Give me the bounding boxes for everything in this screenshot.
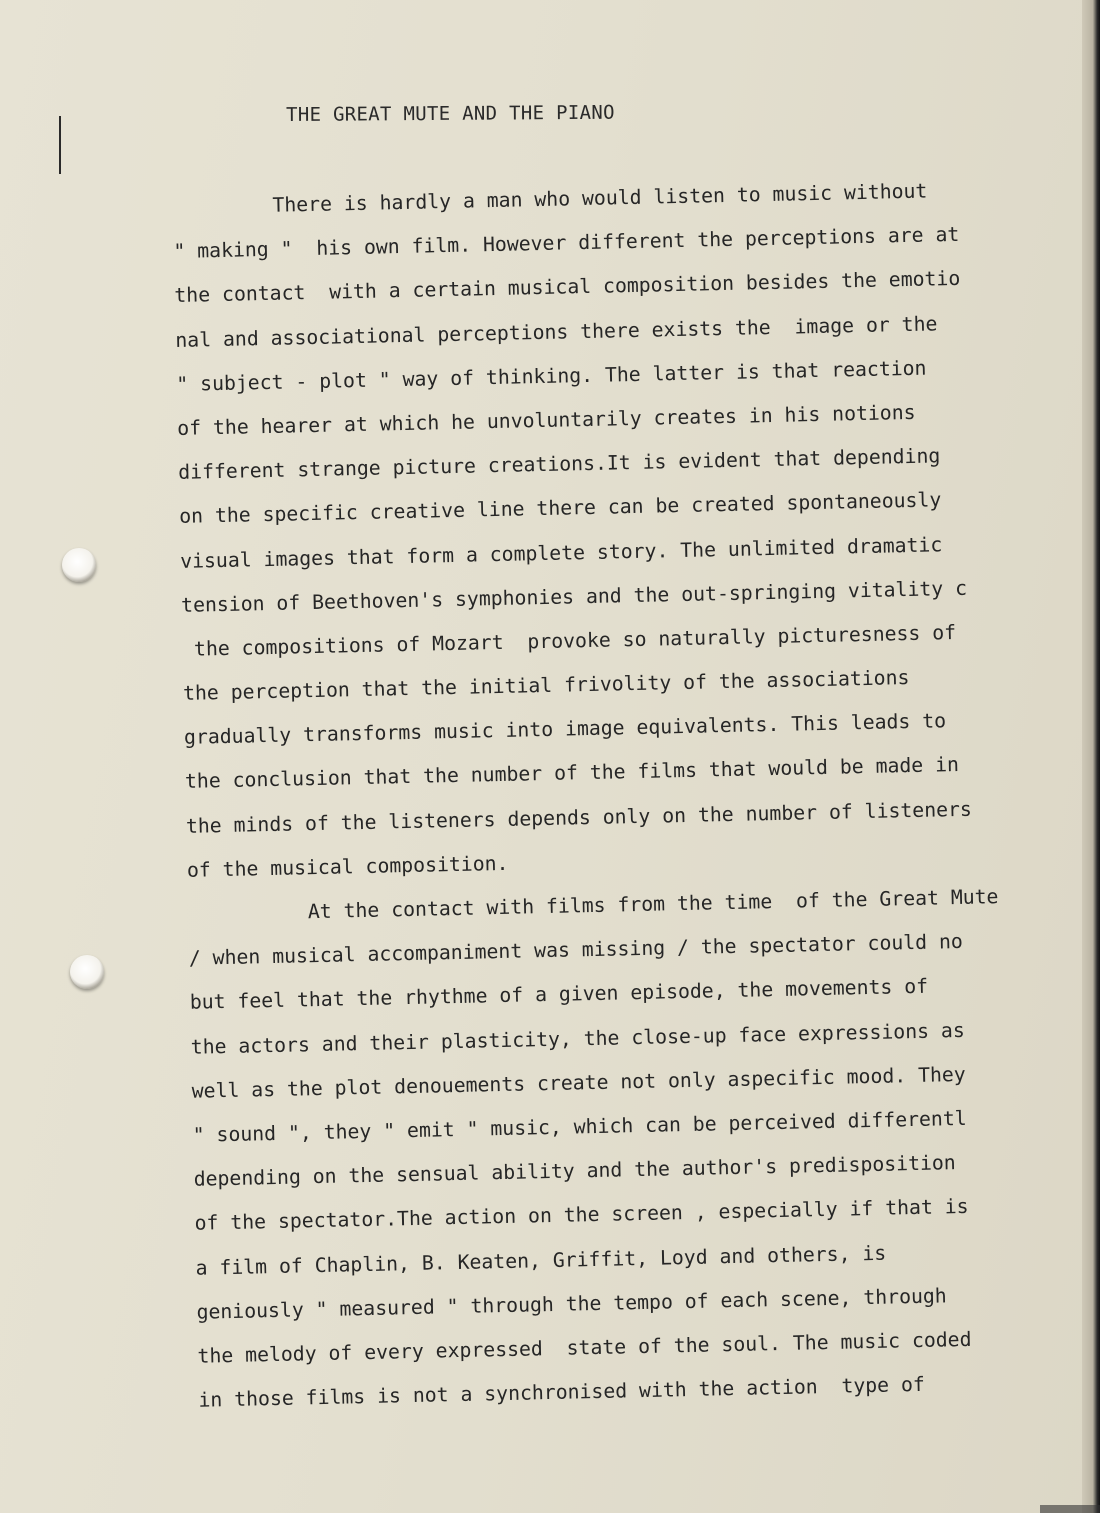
punch-hole-bottom xyxy=(70,955,104,989)
text-line: depending on the sensual ability and the author's predisposition xyxy=(193,1151,956,1191)
text-line: the compositions of Mozart provoke so naturally picturesness of xyxy=(181,620,957,661)
text-line: the contact with a certain musical composition besides the emotio xyxy=(174,267,961,308)
text-line: the perception that the initial frivolity of the associations xyxy=(182,666,910,705)
text-line: of the spectator.The action on the screen , especially if that is xyxy=(194,1195,969,1236)
text-line: At the contact with films from the time of the Great Mute xyxy=(307,885,999,924)
text-line: the melody of every expressed state of the soul. The music coded xyxy=(197,1327,972,1368)
text-line: of the hearer at which he unvoluntarily creates in his notions xyxy=(177,400,916,440)
text-line: " sound ", they " emit " music, which can be perceived differentl xyxy=(192,1106,967,1147)
text-line: There is hardly a man who would listen to music without xyxy=(272,179,928,217)
text-line: the actors and their plasticity, the close-up face expressions as xyxy=(190,1018,965,1059)
document-title: THE GREAT MUTE AND THE PIANO xyxy=(286,101,615,126)
body-text xyxy=(172,166,1099,1423)
text-line: on the specific creative line there can be created spontaneously xyxy=(178,488,942,529)
text-line: geniously " measured " through the tempo of each scene, through xyxy=(196,1284,947,1324)
text-line: the conclusion that the number of the films that would be made in xyxy=(184,753,960,794)
punch-hole-top xyxy=(62,548,96,582)
text-line: visual images that form a complete story. The unlimited dramatic xyxy=(179,532,943,573)
margin-ink-mark xyxy=(59,116,61,174)
page-corner-shadow xyxy=(1040,1505,1100,1513)
text-line: nal and associational perceptions there exists the image or the xyxy=(175,311,938,352)
text-line: but feel that the rhythme of a given episode, the movements of xyxy=(189,975,929,1015)
text-line: tension of Beethoven's symphonies and the out-springing vitality c xyxy=(180,576,968,617)
text-line: the minds of the listeners depends only on the number of listeners xyxy=(185,797,973,838)
text-line: " subject - plot " way of thinking. The latter is that reaction xyxy=(176,356,927,396)
text-line: of the musical composition. xyxy=(186,851,509,882)
text-line: in those films is not a synchronised with the action type of xyxy=(198,1372,926,1412)
text-line: gradually transforms music into image equivalents. This leads to xyxy=(183,709,947,750)
text-line: different strange picture creations.It is evident that depending xyxy=(178,444,941,485)
text-line: well as the plot denouements create not only aspecific mood. They xyxy=(191,1062,966,1103)
text-line: a film of Chaplin, B. Keaten, Griffit, Loyd and others, is xyxy=(195,1241,887,1280)
text-line: / when musical accompaniment was missing / the spectator could no xyxy=(188,930,964,971)
text-line: " making " his own film. However different the perceptions are at xyxy=(173,223,960,264)
